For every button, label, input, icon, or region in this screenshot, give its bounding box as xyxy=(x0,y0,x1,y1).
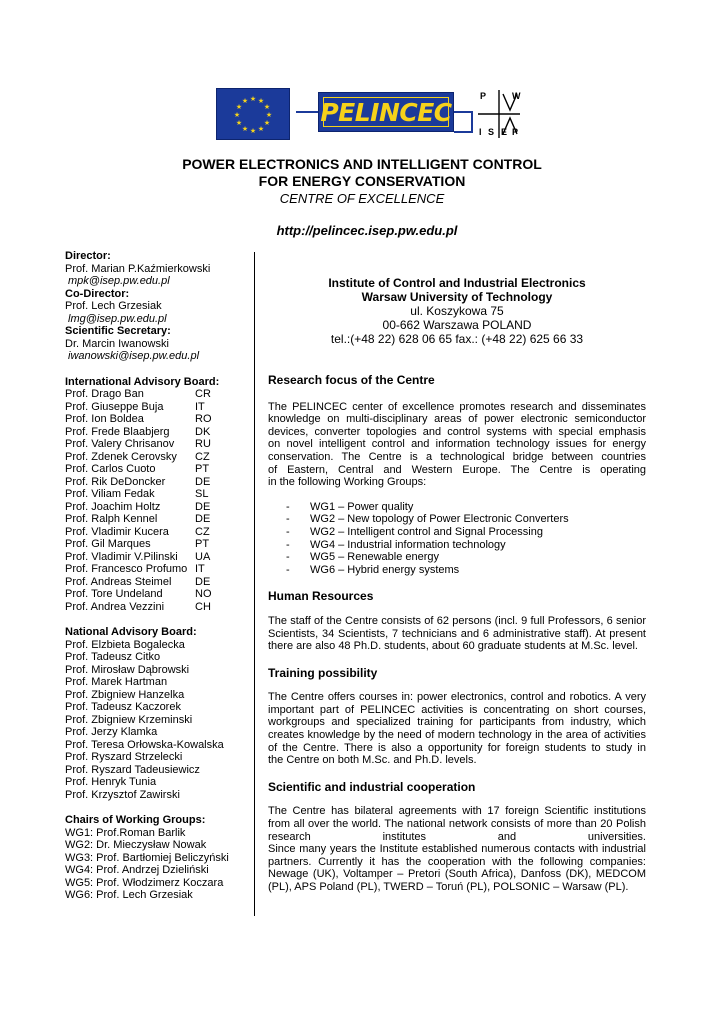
human-resources-heading: Human Resources xyxy=(268,589,374,604)
national-board-member: Prof. Ryszard Strzelecki xyxy=(65,751,183,763)
international-board-member xyxy=(65,476,250,489)
list-dash: - xyxy=(286,525,290,538)
member-name: Prof. Frede Blaabjerg xyxy=(65,425,170,438)
international-board-member xyxy=(65,488,250,501)
international-board-member xyxy=(65,513,250,526)
paragraph-line: from all over the world. The national network consists of more than 20 Polish xyxy=(268,818,646,831)
national-board-heading: National Advisory Board: xyxy=(65,626,197,638)
national-board-list xyxy=(65,639,250,802)
list-dash: - xyxy=(286,500,290,513)
left-column xyxy=(65,250,250,902)
list-dash: - xyxy=(286,513,290,526)
working-group-chair: WG4: Prof. Andrzej Dzieliński xyxy=(65,864,209,876)
member-country: RO xyxy=(195,413,212,425)
member-country: CR xyxy=(195,388,211,400)
national-board-member: Prof. Teresa Orłowska-Kowalska xyxy=(65,738,224,751)
paragraph-line: (PL), APS Poland (PL), TWERD – Toruń (PL), POLSONIC – Warsaw (PL). xyxy=(268,881,629,893)
website-link[interactable]: http://pelincec.isep.pw.edu.pl xyxy=(276,223,458,238)
isep-logo xyxy=(476,88,522,140)
member-country: DE xyxy=(195,500,211,513)
page-title-line1: POWER ELECTRONICS AND INTELLIGENT CONTROL xyxy=(182,156,542,172)
institute-address xyxy=(268,276,646,346)
member-name: Prof. Carlos Cuoto xyxy=(65,463,156,475)
secretary-name: Dr. Marcin Iwanowski xyxy=(65,337,169,350)
working-group-item xyxy=(286,564,646,577)
right-column xyxy=(268,276,646,894)
member-country: DE xyxy=(195,475,211,488)
svg-text:★: ★ xyxy=(241,125,249,133)
isep-letter-w: W xyxy=(512,91,521,101)
paragraph-line: Newage (UK), Voltamper – Pretori (South Africa), Danfoss (DK), MEDCOM xyxy=(268,868,646,881)
institute-name: Institute of Control and Industrial Electronics xyxy=(328,276,586,290)
column-divider xyxy=(254,252,255,916)
member-name: Prof. Vladimir V.Pilinski xyxy=(65,550,178,563)
chairs-heading: Chairs of Working Groups: xyxy=(65,814,206,826)
eu-stars-icon xyxy=(217,89,289,139)
svg-text:★: ★ xyxy=(235,103,243,111)
member-name: Prof. Vladimir Kucera xyxy=(65,525,169,538)
member-name: Prof. Francesco Profumo xyxy=(65,563,188,575)
paragraph-line: Since many years the Institute established numerous contacts with industrial xyxy=(268,843,646,856)
training-heading: Training possibility xyxy=(268,665,378,680)
working-group-item xyxy=(286,526,646,539)
paragraph-line: there are also 48 Ph.D. students, about 60 graduate students at M.Sc. level. xyxy=(268,640,638,653)
svg-text:★: ★ xyxy=(263,103,271,111)
national-board-member: Prof. Zbigniew Hanzelka xyxy=(65,688,185,701)
member-country: DE xyxy=(195,513,211,525)
working-group-label: WG2 – Intelligent control and Signal Processing xyxy=(310,525,543,538)
codirector-label: Co-Director: xyxy=(65,287,130,300)
member-name: Prof. Drago Ban xyxy=(65,388,144,400)
working-group-chair: WG2: Dr. Mieczysław Nowak xyxy=(65,839,207,851)
member-name: Prof. Valery Chrisanov xyxy=(65,438,175,450)
svg-text:★: ★ xyxy=(257,97,265,105)
chairs-list xyxy=(65,827,250,902)
page-subtitle: CENTRE OF EXCELLENCE xyxy=(279,191,445,206)
member-name: Prof. Ralph Kennel xyxy=(65,513,158,525)
member-country: PT xyxy=(195,463,210,475)
director-name: Prof. Marian P.Kaźmierkowski xyxy=(65,262,211,275)
working-group-item xyxy=(286,539,646,552)
member-country: IT xyxy=(195,400,205,413)
director-label: Director: xyxy=(65,250,111,262)
header-logos xyxy=(216,88,522,140)
isep-logo-mark xyxy=(476,88,522,140)
international-board-member xyxy=(65,601,250,614)
paragraph-line: of the Centre. There is also a opportunity for foreign students to study in xyxy=(268,741,646,754)
pelincec-logo xyxy=(296,90,474,136)
national-board-member: Prof. Mirosław Dąbrowski xyxy=(65,663,190,676)
svg-text:★: ★ xyxy=(249,95,257,103)
list-dash: - xyxy=(286,563,290,576)
national-board-member: Prof. Krzysztof Zawirski xyxy=(65,788,180,801)
member-country: CZ xyxy=(195,525,210,538)
working-group-label: WG6 – Hybrid energy systems xyxy=(310,563,460,576)
working-group-label: WG2 – New topology of Power Electronic Converters xyxy=(310,513,569,526)
international-board-member xyxy=(65,551,250,564)
paragraph-line: of Eastern, Central and Western Europe. The Centre is operating xyxy=(268,463,646,476)
working-group-item xyxy=(286,501,646,514)
paragraph-line: conservation. The Centre is a technological bridge between countries xyxy=(268,450,646,463)
national-board-member: Prof. Tadeusz Kaczorek xyxy=(65,701,181,713)
national-board-member: Prof. Henryk Tunia xyxy=(65,776,157,788)
national-board-member: Prof. Elzbieta Bogalecka xyxy=(65,638,185,651)
international-board-member xyxy=(65,501,250,514)
international-board-member xyxy=(65,538,250,551)
member-country: PT xyxy=(195,538,210,550)
working-group-chair: WG5: Prof. Włodzimerz Koczara xyxy=(65,876,224,889)
codirector-email[interactable]: lmg@isep.pw.edu.pl xyxy=(68,312,167,325)
phone-fax: tel.:(+48 22) 628 06 65 fax.: (+48 22) 625 66 33 xyxy=(330,332,584,346)
research-paragraph xyxy=(268,401,646,489)
member-name: Prof. Viliam Fedak xyxy=(65,488,155,500)
svg-text:★: ★ xyxy=(233,111,241,119)
training-paragraph xyxy=(268,691,646,767)
paragraph-line: workgroups and specialized training for participants from industry, which xyxy=(268,716,646,729)
svg-text:★: ★ xyxy=(265,111,273,119)
member-country: IT xyxy=(195,563,205,575)
paragraph-line: important part of PELINCEC activities is concentrating on short courses, xyxy=(268,703,646,716)
member-country: RU xyxy=(195,438,211,450)
isep-letter-i: I xyxy=(479,127,482,137)
isep-letter-p: P xyxy=(480,91,487,101)
member-name: Prof. Tore Undeland xyxy=(65,588,163,600)
paragraph-line: creates knowledge by the need of modern technology in the area of activities xyxy=(268,729,646,742)
member-country: DE xyxy=(195,575,211,588)
national-board-member: Prof. Tadeusz Citko xyxy=(65,651,161,663)
paragraph-line: in the following Working Groups: xyxy=(268,476,427,489)
member-country: CH xyxy=(195,600,211,613)
member-name: Prof. Rik DeDoncker xyxy=(65,475,166,488)
director-email[interactable]: mpk@isep.pw.edu.pl xyxy=(68,275,170,287)
university-name: Warsaw University of Technology xyxy=(361,290,553,304)
research-heading: Research focus of the Centre xyxy=(268,373,435,387)
international-board-member xyxy=(65,526,250,539)
member-name: Prof. Andrea Vezzini xyxy=(65,600,165,613)
international-board-member xyxy=(65,588,250,601)
national-board-member: Prof. Zbigniew Krzeminski xyxy=(65,713,193,726)
international-board-list xyxy=(65,388,250,613)
isep-letter-s: S xyxy=(488,127,495,137)
member-country: UA xyxy=(195,550,211,563)
paragraph-line: the Centre on both M.Sc. and Ph.D. levels. xyxy=(268,754,477,767)
paragraph-line: partners. Currently it has the cooperation with the following companies: xyxy=(268,855,646,868)
svg-text:★: ★ xyxy=(249,127,257,135)
international-board-member xyxy=(65,401,250,414)
pelincec-logo-box xyxy=(318,92,454,132)
codirector-name: Prof. Lech Grzesiak xyxy=(65,300,162,312)
member-country: DK xyxy=(195,425,211,438)
member-name: Prof. Zdenek Cerovsky xyxy=(65,450,177,463)
paragraph-line: The staff of the Centre consists of 62 persons (incl. 9 full Professors, 6 senior xyxy=(268,614,646,627)
pelincec-logo-text: PELINCEC xyxy=(320,98,452,127)
member-name: Prof. Joachim Holtz xyxy=(65,500,161,513)
svg-text:★: ★ xyxy=(263,119,271,127)
secretary-label: Scientific Secretary: xyxy=(65,325,171,337)
national-board-member: Prof. Jerzy Klamka xyxy=(65,726,158,738)
svg-text:★: ★ xyxy=(235,119,243,127)
international-board-member xyxy=(65,388,250,401)
list-dash: - xyxy=(286,551,290,564)
paragraph-line: The Centre has bilateral agreements with 17 foreign Scientific institutions xyxy=(268,805,646,818)
international-board-member xyxy=(65,438,250,451)
international-board-member xyxy=(65,413,250,426)
international-board-heading: International Advisory Board: xyxy=(65,375,220,388)
working-group-item xyxy=(286,513,646,526)
eu-flag-logo xyxy=(216,88,290,140)
paragraph-line: devices, converter topologies and control systems with special emphasis xyxy=(268,425,646,438)
cooperation-heading: Scientific and industrial cooperation xyxy=(268,779,476,794)
isep-letter-e: E xyxy=(501,127,508,137)
svg-text:★: ★ xyxy=(241,97,249,105)
secretary-email[interactable]: iwanowski@isep.pw.edu.pl xyxy=(68,350,200,362)
cooperation-paragraph xyxy=(268,805,646,893)
international-board-member xyxy=(65,463,250,476)
member-name: Prof. Ion Boldea xyxy=(65,413,144,425)
member-name: Prof. Gil Marques xyxy=(65,538,151,550)
member-country: NO xyxy=(195,588,212,600)
title-block xyxy=(0,156,724,207)
paragraph-line: Scientists, 34 Scientists, 7 technicians and 6 administrative staff). At present xyxy=(268,627,646,640)
working-group-chair: WG3: Prof. Bartłomiej Beliczyński xyxy=(65,851,229,864)
working-group-chair: WG1: Prof.Roman Barlik xyxy=(65,826,186,839)
paragraph-line: knowledge on multi-disciplinary areas of power electronic semiconductor xyxy=(268,413,646,426)
isep-letter-p2: P xyxy=(512,127,519,137)
member-name: Prof. Andreas Steimel xyxy=(65,575,172,588)
paragraph-line: The Centre offers courses in: power electronics, control and robotics. A very xyxy=(268,691,646,704)
paragraph-line: The PELINCEC center of excellence promotes research and disseminates xyxy=(268,400,646,413)
street-address: ul. Koszykowa 75 xyxy=(410,304,504,318)
list-dash: - xyxy=(286,538,290,551)
human-resources-paragraph xyxy=(268,615,646,653)
international-board-member xyxy=(65,451,250,464)
city-address: 00-662 Warszawa POLAND xyxy=(382,318,532,332)
member-country: CZ xyxy=(195,450,210,463)
international-board-member xyxy=(65,576,250,589)
working-group-label: WG1 – Power quality xyxy=(310,500,414,513)
international-board-member xyxy=(65,563,250,576)
paragraph-line: on novel intelligent control and information technology issues for energy xyxy=(268,438,646,451)
paragraph-line: research institutes and universities. xyxy=(268,830,646,843)
member-name: Prof. Giuseppe Buja xyxy=(65,400,164,413)
page-title-line2: FOR ENERGY CONSERVATION xyxy=(258,173,466,189)
working-group-item xyxy=(286,551,646,564)
working-group-chair: WG6: Prof. Lech Grzesiak xyxy=(65,889,193,901)
international-board-member xyxy=(65,426,250,439)
working-group-label: WG5 – Renewable energy xyxy=(310,551,440,564)
svg-text:★: ★ xyxy=(257,125,265,133)
working-group-label: WG4 – Industrial information technology xyxy=(310,538,506,551)
national-board-member: Prof. Marek Hartman xyxy=(65,676,168,688)
working-groups-list xyxy=(268,501,646,577)
national-board-member: Prof. Ryszard Tadeusiewicz xyxy=(65,763,200,776)
member-country: SL xyxy=(195,488,209,500)
